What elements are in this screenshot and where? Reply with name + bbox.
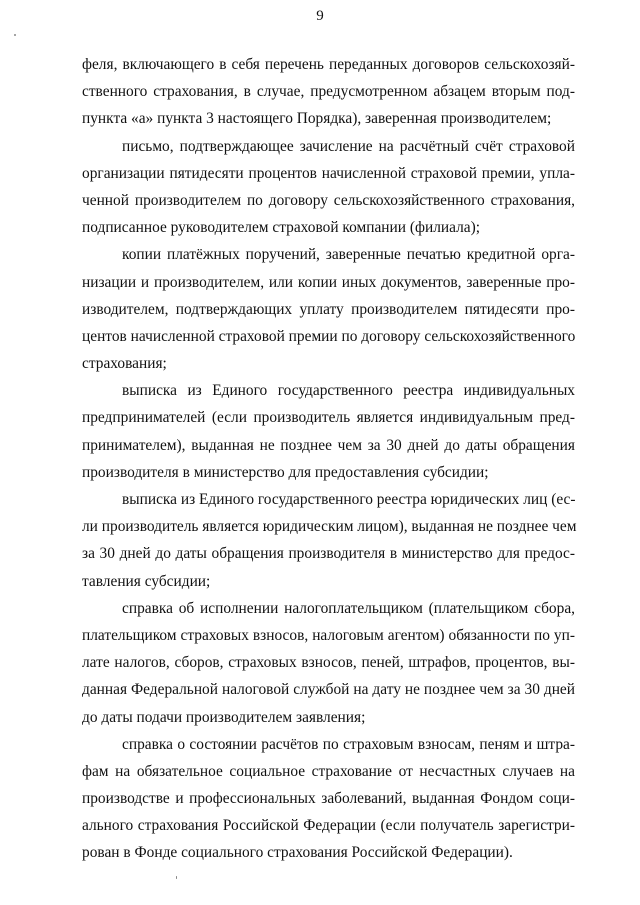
text-line: рован в Фонде социального страхования Российской Федерации). (82, 844, 513, 862)
text-line: производителя в министерство для предоставления субсидии; (82, 463, 489, 481)
text-line: тавления субсидии; (82, 572, 211, 590)
text-line: феля, включающего в себя перечень переданных договоров сельскохозяй- (82, 56, 575, 73)
paragraph-first-line: выписка из Единого государственного реестра индивидуальных (122, 382, 575, 400)
text-line: принимателем), выданная не позднее чем за 30 дней до даты обращения (82, 436, 575, 454)
paragraph-first-line: письмо, подтверждающее зачисление на расчётный счёт страховой (122, 137, 575, 155)
text-line: лате налогов, сборов, страховых взносов, пеней, штрафов, процентов, вы- (82, 654, 575, 672)
paragraph-first-line: копии платёжных поручений, заверенные печатью кредитной орга- (122, 246, 575, 264)
page-number: 9 (316, 8, 324, 24)
text-line: центов начисленной страховой премии по договору сельскохозяйственного (82, 327, 576, 345)
text-line: ального страхования Российской Федерации (если получатель зарегистри- (82, 817, 575, 835)
text-line: производстве и профессиональных заболеваний, выданная Фондом соци- (82, 790, 575, 808)
text-line: изводителем, подтверждающих уплату производителем пятидесяти про- (82, 300, 575, 318)
text-line: предпринимателей (если производитель является индивидуальным пред- (82, 409, 575, 427)
text-line: ченной производителем по договору сельскохозяйственного страхования, (82, 191, 575, 209)
text-line: пункта «а» пункта 3 настоящего Порядка), заверенная производителем; (82, 110, 552, 128)
text-line: ственного страхования, в случае, предусмотренном абзацем вторым под- (82, 83, 575, 101)
text-line: до даты подачи производителем заявления; (82, 708, 366, 726)
text-line: страхования; (82, 355, 167, 373)
text-line: низации и производителем, или копии иных документов, заверенные про- (82, 273, 575, 291)
document-body (82, 51, 575, 867)
scan-speck (14, 34, 16, 36)
scan-speck (176, 876, 177, 879)
paragraph-first-line: выписка из Единого государственного реестра юридических лиц (ес- (122, 491, 576, 508)
paragraph-first-line: справка об исполнении налогоплательщиком (плательщиком сбора, (122, 599, 575, 617)
text-line: данная Федеральной налоговой службой на дату не позднее чем за 30 дней (82, 681, 575, 699)
text-line: фам на обязательное социальное страхование от несчастных случаев на (82, 762, 575, 780)
text-line: подписанное руководителем страховой компании (филиала); (82, 219, 480, 237)
text-line: организации пятидесяти процентов начисленной страховой премии, упла- (82, 164, 575, 182)
paragraph-first-line: справка о состоянии расчётов по страховым взносам, пеням и штра- (122, 735, 575, 753)
text-line: ли производитель является юридическим лицом), выданная не позднее чем (82, 518, 577, 536)
text-line: за 30 дней до даты обращения производителя в министерство для предос- (82, 545, 575, 563)
text-line: плательщиком страховых взносов, налоговым агентом) обязанности по уп- (82, 626, 575, 644)
